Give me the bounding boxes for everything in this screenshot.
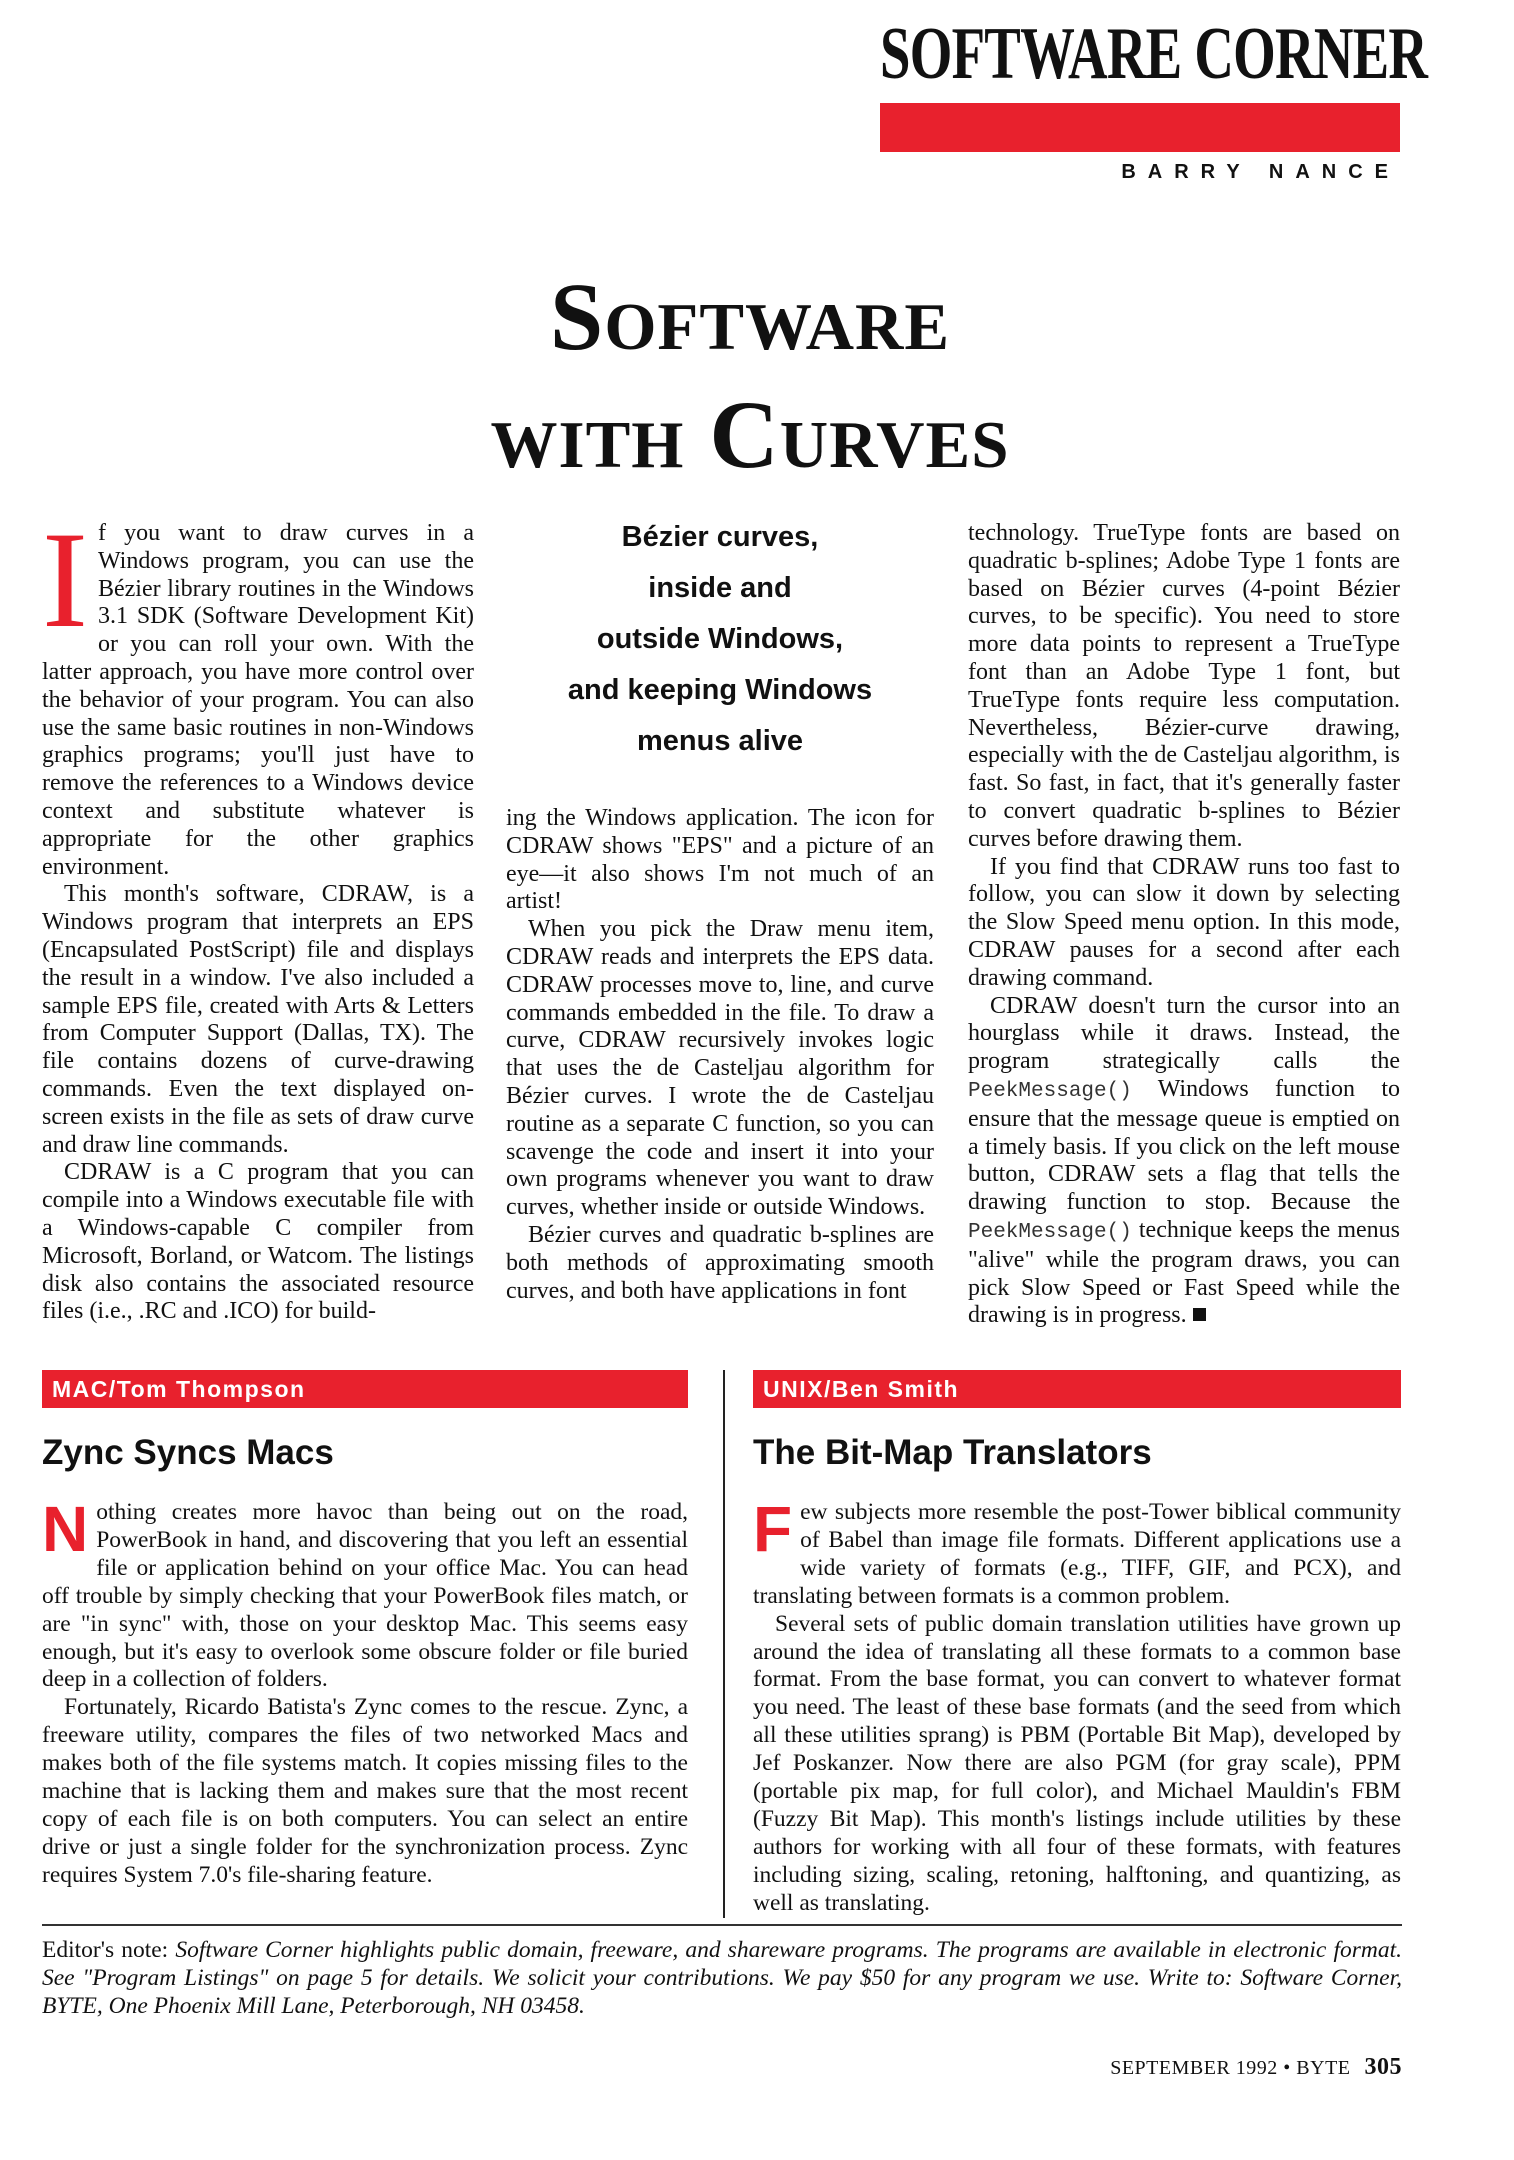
editor-note-label: Editor's note: <box>42 1937 169 1963</box>
author-byline: BARRY NANCE <box>1121 161 1400 183</box>
paragraph-text: CDRAW doesn't turn the cursor into an hourglass while it draws. Instead, the program strategically calls the <box>968 992 1400 1075</box>
article-column-2 <box>506 805 934 1305</box>
article-paragraph: Several sets of public domain translation utilities have grown up around the idea of translating all these formats to a common base format. From the base format, you can convert to whatever format you need. The least of these base formats (and the seed from which all these utilities sprang) is PBM (Portable Bit Map), developed by Jef Poskanzer. Now there are also PGM (for gray scale), PPM (portable pix map, for full color), and Michael Mauldin's FBM (Fuzzy Bit Map). This month's listings include utilities by these authors for working with all four of these formats, with features including sizing, scaling, retoning, halftoning, and quantizing, as well as translating. <box>753 1610 1401 1916</box>
drop-cap: I <box>42 503 88 656</box>
mac-article-body <box>42 1493 688 1890</box>
unix-section-bar: UNIX/Ben Smith <box>753 1370 1401 1408</box>
paragraph-text: f you want to draw curves in a Windows program, you can use the Bézier library routines in the Windows 3.1 SDK (Software Development Kit) or you can roll your own. With the latter approach, you have more control over the behavior of your program. You can also use the same basic routines in non-Windows graphics programs; you'll just have to remove the references to a Windows device context and substitute whatever is appropriate for the other graphics environment. <box>42 520 474 880</box>
article-column-1 <box>42 503 474 1326</box>
article-paragraph: Bézier curves and quadratic b-splines are both methods of approximating smooth curves, and both have applications in font <box>506 1221 934 1304</box>
page-footer <box>1110 2054 1402 2081</box>
code-peekmessage: PeekMessage() <box>968 1220 1132 1244</box>
mac-section-bar: MAC/Tom Thompson <box>42 1370 688 1408</box>
article-paragraph: Fortunately, Ricardo Batista's Zync comes to the rescue. Zync, a freeware utility, compares the files of two networked Macs and makes both of the file systems match. It copies missing files to the machine that is lacking them and makes sure that the most recent copy of each file is on both computers. You can select an entire drive or just a single folder for the synchronization process. Zync requires System 7.0's file-sharing feature. <box>42 1694 688 1888</box>
pull-quote-line: menus alive <box>636 725 804 757</box>
article-paragraph <box>753 1493 1401 1611</box>
editor-note-text: Software Corner highlights public domain, freeware, and shareware programs. The programs are available in electronic format. See "Program Listings" on page 5 for details. We solicit your contributions. We pay $50 for any program we use. Write to: Software Corner, BYTE, One Phoenix Mill Lane, Peterborough, NH 03458. <box>42 1937 1403 2019</box>
article-paragraph <box>968 993 1400 1331</box>
article-paragraph <box>42 503 474 881</box>
unix-article-body <box>753 1493 1401 1918</box>
editor-note <box>42 1936 1402 2020</box>
article-paragraph <box>42 1493 688 1694</box>
headline-line-2: with Curves <box>490 381 1010 488</box>
end-mark-icon <box>1193 1308 1206 1321</box>
pull-quote-line: Bézier curves, <box>621 521 819 553</box>
article-paragraph: This month's software, CDRAW, is a Windows program that interprets an EPS (Encapsulated PostScript) file and displays the result in a window. I've also included a sample EPS file, created with Arts & Letters from Computer Support (Dallas, TX). The file contains dozens of curve-drawing commands. Even the text displayed on-screen exists in the file as sets of draw curve and draw line commands. <box>42 881 474 1158</box>
note-divider <box>42 1924 1402 1926</box>
paragraph-text: othing creates more havoc than being out on the road, PowerBook in hand, and discovering that you left an essential file or application behind on your office Mac. You can head off trouble by simply checking that your PowerBook files match, or are "in sync" with, those on your desktop Mac. This seems easy enough, but it's easy to overlook some obscure folder or file buried deep in a collection of folders. <box>42 1499 688 1693</box>
article-paragraph: CDRAW is a C program that you can compile into a Windows executable file with a Windows-capable C compiler from Microsoft, Borland, or Watcom. The listings disk also contains the associated resource files (i.e., .RC and .ICO) for build- <box>42 1159 474 1325</box>
unix-article-title: The Bit-Map Translators <box>753 1433 1152 1472</box>
paragraph-text: technique keeps the menus "alive" while the program draws, you can pick Slow Speed or Fast Speed while the drawing is in progress. <box>968 1216 1400 1329</box>
article-paragraph: ing the Windows application. The icon for CDRAW shows "EPS" and a picture of an eye—it also shows I'm not much of an artist! <box>506 805 934 915</box>
column-divider <box>723 1370 725 1918</box>
article-column-3 <box>968 520 1400 1330</box>
issue-line: SEPTEMBER 1992 • BYTE <box>1110 2057 1351 2079</box>
department-color-bar <box>880 103 1400 152</box>
mac-article-title: Zync Syncs Macs <box>42 1433 334 1472</box>
article-paragraph: If you find that CDRAW runs too fast to follow, you can slow it down by selecting the Slow Speed menu option. In this mode, CDRAW pauses for a second after each drawing command. <box>968 853 1400 991</box>
pull-quote-line: outside Windows, <box>596 623 844 655</box>
article-headline <box>300 258 1200 494</box>
page-number: 305 <box>1364 2054 1402 2080</box>
drop-cap: N <box>42 1493 89 1565</box>
paragraph-text: ew subjects more resemble the post-Tower biblical community of Babel than image file formats. Different applications use a wide variety of formats (e.g., TIFF, GIF, and PCX), and translating between formats is a common problem. <box>753 1499 1401 1609</box>
paragraph-text: Windows function to ensure that the message queue is emptied on a timely basis. If you click on the left mouse button, CDRAW sets a flag that tells the drawing function to stop. Because the <box>968 1075 1400 1216</box>
article-paragraph: When you pick the Draw menu item, CDRAW reads and interprets the EPS data. CDRAW processes move to, line, and curve commands embedded in the file. To draw a curve, CDRAW recursively invokes logic that uses the de Casteljau algorithm for Bézier curves. I wrote the de Casteljau routine as a separate C function, so you can scavenge the code and insert it into your own programs whenever you want to draw curves, whether inside or outside Windows. <box>506 916 934 1221</box>
pull-quote-line: inside and <box>648 572 792 604</box>
article-paragraph: technology. TrueType fonts are based on quadratic b-splines; Adobe Type 1 fonts are based on Bézier curves (4-point Bézier curves, to be specific). You need to store more data points to represent a TrueType font than an Adobe Type 1 font, but TrueType fonts require less computation. Nevertheless, Bézier-curve drawing, especially with the de Casteljau algorithm, is fast. So fast, in fact, that it's generally faster to convert quadratic b-splines to Bézier curves before drawing them. <box>968 520 1400 852</box>
pull-quote-line: and keeping Windows <box>567 674 873 706</box>
pull-quote <box>506 512 934 767</box>
department-title: SOFTWARE CORNER <box>880 13 1428 95</box>
headline-line-1: Software <box>549 263 951 370</box>
code-peekmessage: PeekMessage() <box>968 1079 1132 1103</box>
drop-cap: F <box>753 1493 793 1565</box>
